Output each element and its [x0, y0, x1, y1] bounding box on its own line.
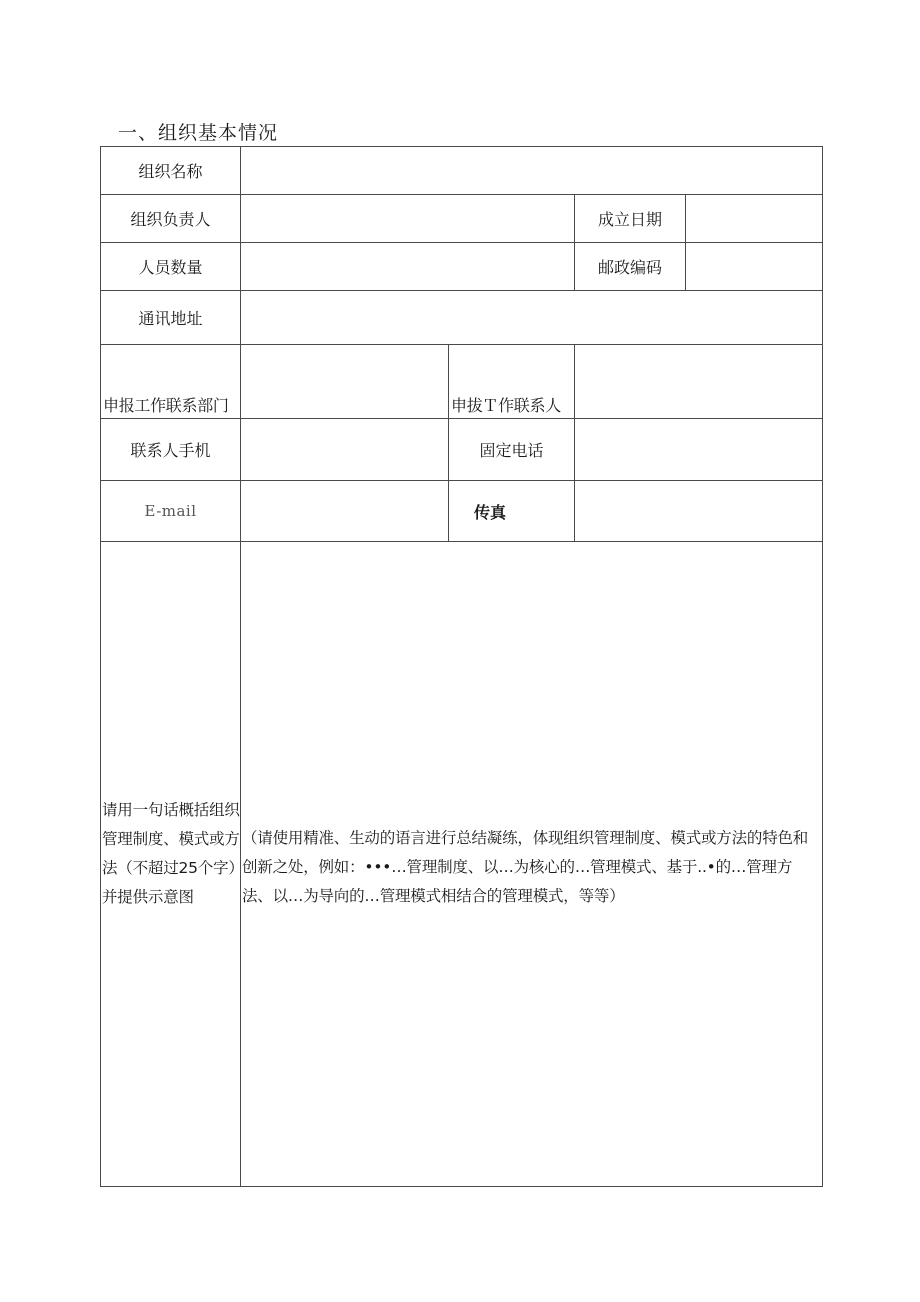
- contact-person-label: 申拔Ｔ作联系人: [451, 396, 561, 415]
- staff-count-label: 人员数量: [138, 258, 203, 277]
- contact-person-field[interactable]: [575, 345, 822, 418]
- contact-dept-field[interactable]: [241, 345, 448, 418]
- fax-field[interactable]: [575, 481, 822, 541]
- founded-date-label: 成立日期: [597, 210, 662, 229]
- email-field[interactable]: [241, 481, 448, 541]
- fax-label: 传真: [473, 502, 506, 522]
- org-head-label: 组织负责人: [130, 210, 211, 229]
- mobile-label: 联系人手机: [130, 441, 211, 460]
- mobile-field[interactable]: [241, 419, 448, 480]
- address-label: 通讯地址: [138, 309, 203, 328]
- section-title: 一、组织基本情况: [118, 122, 279, 144]
- email-label: E-mail: [144, 502, 197, 520]
- landline-label: 固定电话: [479, 441, 544, 460]
- landline-field[interactable]: [575, 419, 822, 480]
- org-head-field[interactable]: [241, 195, 574, 242]
- table-border-right: [822, 146, 823, 1187]
- founded-date-field[interactable]: [686, 195, 822, 242]
- postal-code-label: 邮政编码: [597, 258, 662, 277]
- staff-count-field[interactable]: [241, 243, 574, 290]
- address-field[interactable]: [241, 291, 822, 344]
- table-border-bottom: [100, 1186, 823, 1187]
- summary-field[interactable]: （请使用精准、生动的语言进行总结凝练，体现组织管理制度、模式或方法的特色和创新之处，例如：•••…管理制度、以…为核心的…管理模式、基于..•的…管理方法、以…为导向的…管理模式相结合的管理模式，等等）: [242, 829, 809, 905]
- contact-dept-label: 申报工作联系部门: [103, 396, 229, 415]
- org-name-label: 组织名称: [138, 162, 203, 181]
- summary-label: 请用一句话概括组织管理制度、模式或方法（不超过25个字）并提供示意图: [102, 801, 240, 906]
- org-name-field[interactable]: [241, 147, 822, 194]
- postal-code-field[interactable]: [686, 243, 822, 290]
- row-divider: [100, 541, 823, 542]
